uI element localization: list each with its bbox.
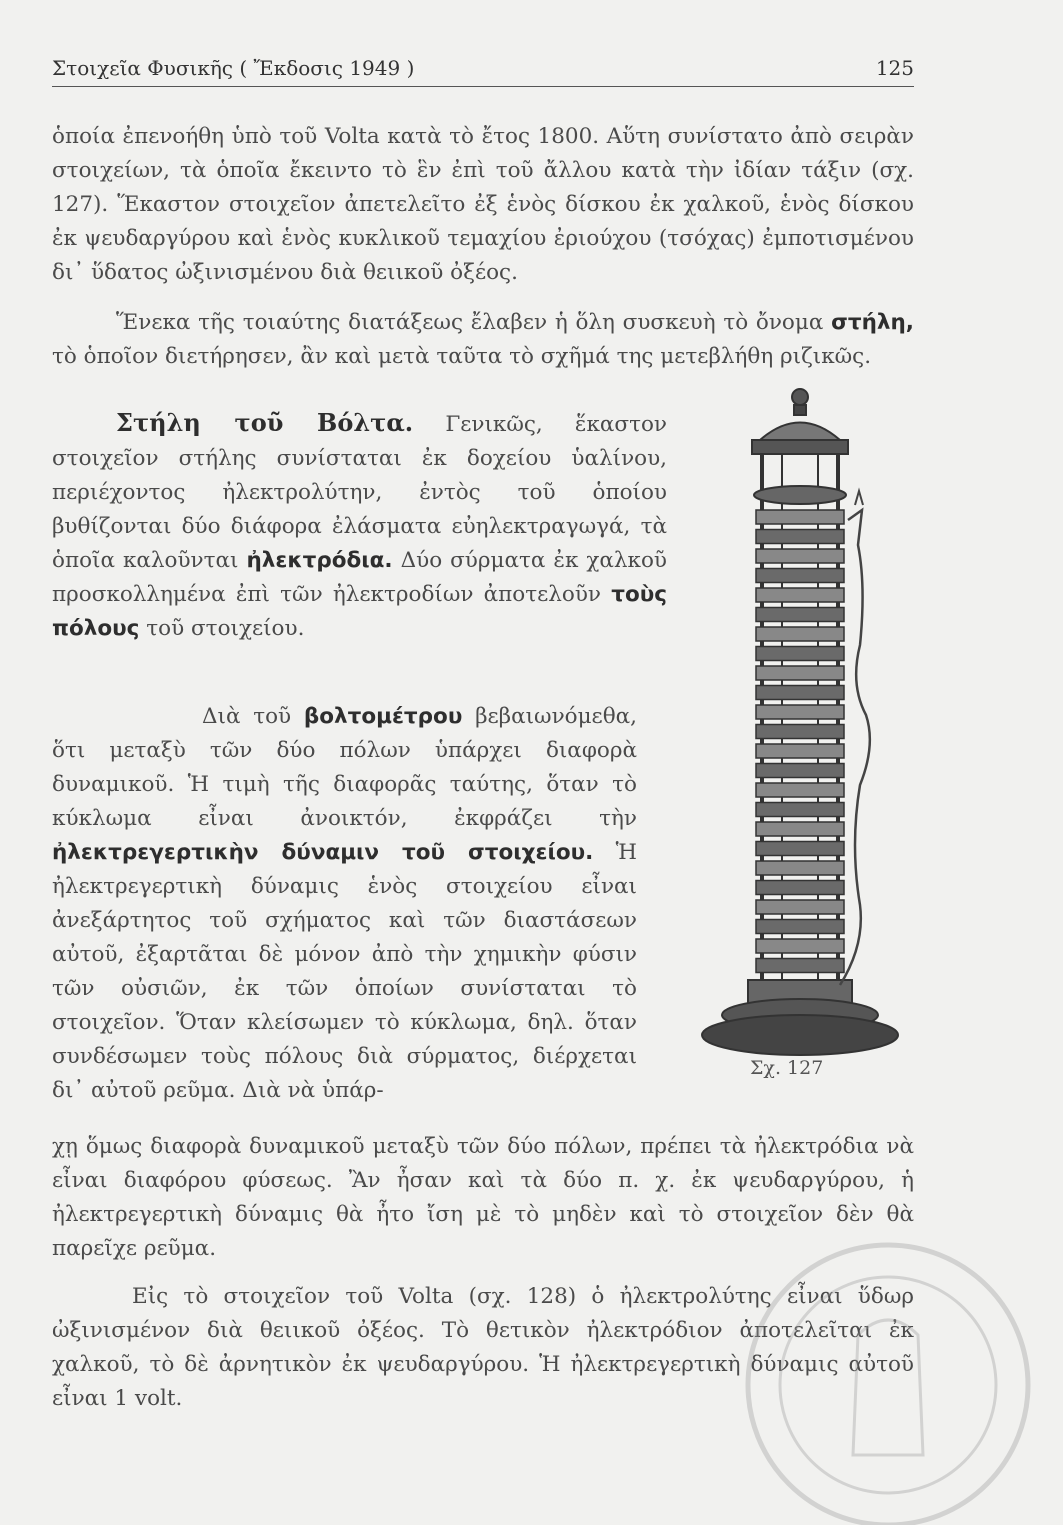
pile-disc: [756, 686, 844, 700]
pile-disc: [756, 588, 844, 602]
pile-disc: [756, 725, 844, 739]
figure-caption: Σχ. 127: [750, 1057, 824, 1079]
pile-disc: [756, 608, 844, 622]
running-header: [52, 52, 914, 87]
pile-disc: [756, 822, 844, 836]
paragraph-2: [52, 306, 914, 374]
pile-disc: [756, 783, 844, 797]
pile-disc: [756, 647, 844, 661]
pile-disc: [756, 569, 844, 583]
pile-disc: [756, 744, 844, 758]
voltaic-pile-illustration: [690, 385, 930, 1085]
pile-disc: [756, 842, 844, 856]
paragraph-3-text-a: Γενικῶς, ἕκαστον στοιχεῖον στήλης συνίσταται ἐκ δοχείου ὑαλίνου, περιέχοντος ἠλεκτρολύτην, ἐντὸς τοῦ ὁποίου βυθίζονται δύο διάφορα ἐλάσματα εὐηλεκτραγωγά, τὰ ὁποῖα καλοῦνται: [52, 412, 667, 573]
paragraph-3: [52, 406, 667, 646]
term-stili: στήλη,: [831, 310, 914, 335]
paragraph-4: [52, 700, 637, 1108]
paragraph-6: Εἰς τὸ στοιχεῖον τοῦ Volta (σχ. 128) ὁ ἠλεκτρολύτης εἶναι ὕδωρ ὠξινισμένον διὰ θειικοῦ ὀξέος. Τὸ θετικὸν ἠλεκτρόδιον ἀποτελεῖται ἐκ χαλκοῦ, τὸ δὲ ἀρνητικὸν ἐκ ψευδαργύρου. Ἡ ἠλεκτρεγερτικὴ δύναμις αὐτοῦ εἶναι 1 volt.: [52, 1284, 914, 1411]
pile-disc: [756, 666, 844, 680]
paragraph-3-text-e: τοῦ στοιχείου.: [146, 616, 305, 641]
pile-disc: [756, 705, 844, 719]
paragraph-4-text-a: Διὰ τοῦ: [202, 704, 292, 729]
disc-stack: [756, 510, 844, 973]
pile-disc: [756, 900, 844, 914]
paragraph-4-text-e: Ἡ ἠλεκτρεγερτικὴ δύναμις ἑνὸς στοιχείου εἶναι ἀνεξάρτητος τοῦ σχήματος καὶ τῶν διαστάσεων αὐτοῦ, ἐξαρτᾶται δὲ μόνον ἀπὸ τὴν χημικὴν φύσιν τῶν οὐσιῶν, ἐκ τῶν ὁποίων συνίσταται τὸ στοιχεῖον. Ὅταν κλείσωμεν τὸ κύκλωμα, δηλ. ὅταν συνδέσωμεν τοὺς πόλους διὰ σύρματος, διέρχεται δι᾽ αὐτοῦ ρεῦμα. Διὰ νὰ ὑπάρ-: [52, 840, 637, 1103]
paragraph-2-text-a: Ἕνεκα τῆς τοιαύτης διατάξεως ἔλαβεν ἡ ὅλη συσκευὴ τὸ ὄνομα: [116, 310, 824, 335]
paragraph-5: χῃ ὅμως διαφορὰ δυναμικοῦ μεταξὺ τῶν δύο πόλων, πρέπει τὰ ἠλεκτρόδια νὰ εἶναι διαφόρου φύσεως. Ἂν ἦσαν καὶ τὰ δύο π. χ. ἐκ ψευδαργύρου, ἡ ἠλεκτρεγερτικὴ δύναμις θὰ ἦτο ἴση μὲ τὸ μηδὲν καὶ τὸ στοιχεῖον δὲν θὰ παρεῖχε ρεῦμα.: [52, 1134, 914, 1261]
book-title: Στοιχεῖα Φυσικῆς ( Ἔκδοσις 1949 ): [52, 56, 415, 80]
pile-disc: [756, 803, 844, 817]
term-emf: ἠλεκτρεγερτικὴν δύναμιν τοῦ στοιχείου.: [52, 840, 594, 865]
page-number: 125: [875, 56, 914, 80]
section-heading-volta-pile: Στήλη τοῦ Βόλτα.: [116, 408, 414, 437]
paragraph-4-text-c: βεβαιωνόμεθα, ὅτι μεταξὺ τῶν δύο πόλων ὑπάρχει διαφορὰ δυναμικοῦ. Ἡ τιμὴ τῆς διαφορᾶς ταύτης, ὅταν τὸ κύκλωμα εἶναι ἀνοικτόν, ἐκφράζει τὴν: [52, 704, 637, 831]
paragraph-2-text-c: τὸ ὁποῖον διετήρησεν, ἂν καὶ μετὰ ταῦτα τὸ σχῆμά της μετεβλήθη ριζικῶς.: [52, 344, 872, 369]
pile-disc: [756, 881, 844, 895]
pile-disc: [756, 861, 844, 875]
pile-disc: [756, 530, 844, 544]
term-voltmeter: βολτομέτρου: [303, 704, 463, 729]
pile-disc: [756, 549, 844, 563]
paragraph-3-text-c: Δύο σύρματα ἐκ χαλκοῦ προσκολλημένα ἐπὶ τῶν ἠλεκτροδίων ἀποτελοῦν: [52, 548, 667, 607]
pile-disc: [756, 959, 844, 973]
pile-disc: [756, 764, 844, 778]
pile-disc: [756, 627, 844, 641]
term-electrodes: ἠλεκτρόδια.: [246, 548, 393, 573]
pile-disc: [756, 510, 844, 524]
paragraph-1: ὁποία ἐπενοήθη ὑπὸ τοῦ Volta κατὰ τὸ ἔτος 1800. Αὕτη συνίστατο ἀπὸ σειρὰν στοιχείων, τὰ ὁποῖα ἔκειντο τὸ ἓν ἐπὶ τοῦ ἄλλου κατὰ τὴν ἰδίαν τάξιν (σχ. 127). Ἕκαστον στοιχεῖον ἀπετελεῖτο ἐξ ἑνὸς δίσκου ἐκ χαλκοῦ, ἑνὸς δίσκου ἐκ ψευδαργύρου καὶ ἑνὸς κυκλικοῦ τεμαχίου ἐριούχου (τσόχας) ἐμποτισμένου δι᾽ ὕδατος ὠξινισμένου διὰ θειικοῦ ὀξέος.: [52, 124, 914, 285]
pile-disc: [756, 920, 844, 934]
pile-disc: [756, 939, 844, 953]
term-poles: τοὺς πόλους: [52, 582, 667, 641]
